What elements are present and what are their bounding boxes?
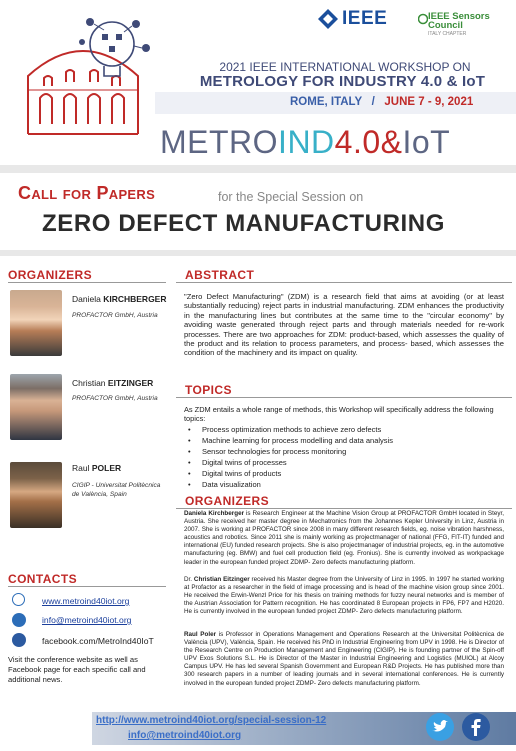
visit-note: Visit the conference website as well as Facebook page for each specific call and additional news. bbox=[8, 655, 146, 684]
special-session-subtitle: for the Special Session on bbox=[218, 190, 364, 204]
sensors-council-logo: IEEE Sensors Council ITALY CHAPTER bbox=[428, 11, 490, 37]
list-item: • Digital twins of products bbox=[188, 468, 393, 479]
divider-band bbox=[0, 165, 516, 173]
section-divider bbox=[176, 282, 512, 283]
footer-session-link[interactable]: http://www.metroind40iot.org/special-session-12 bbox=[96, 715, 327, 726]
ieee-diamond-icon bbox=[318, 9, 338, 29]
ieee-logo: IEEE bbox=[342, 8, 388, 29]
topics-list bbox=[188, 424, 393, 490]
list-item: • Sensor technologies for process monitoring bbox=[188, 446, 393, 457]
topics-heading: TOPICS bbox=[185, 383, 232, 397]
organizer-photo-poler bbox=[10, 462, 62, 528]
conference-line-2: METROLOGY FOR INDUSTRY 4.0 & IoT bbox=[199, 73, 486, 90]
footer-email-link[interactable]: info@metroind40iot.org bbox=[128, 730, 242, 741]
facebook-icon bbox=[12, 633, 26, 647]
colosseum-lightbulb-art bbox=[8, 6, 158, 151]
twitter-icon[interactable] bbox=[426, 713, 454, 741]
list-item: • Process optimization methods to achieve zero defects bbox=[188, 424, 393, 435]
abstract-heading: ABSTRACT bbox=[185, 268, 255, 282]
bio-kirchberger: Daniela Kirchberger is Research Engineer at the Machine Vision Group at PROFACTOR GmbH located in Steyr, Austria. She received her master degree in Mechatronics from the Johannes Kepler University in Linz, Austria in 2007. She is working at PROFACTOR since 2008 in many different research fields, eg. noise vibration harshness, acoustics and robotics. Since 2011 she is mainly working as projectmanager of national (FFG, FIT-IT) funded and international (EU) funded research projects. She is also projectmanager of industrial projects, eg. in the automotive manufacturing (eg. BMW) and fuel cell production field (eg. Fronius). She is currently involved as workpackage leader in the european funded project ZDMP- Zero defects manufacturing platform. bbox=[184, 510, 504, 566]
facebook-footer-icon[interactable] bbox=[462, 713, 490, 741]
divider-band-2 bbox=[0, 250, 516, 256]
call-for-papers-title: CALL FOR PAPERS bbox=[18, 183, 156, 203]
contacts-heading: CONTACTS bbox=[8, 572, 77, 586]
organizer-name: Christian EITZINGER bbox=[72, 378, 154, 388]
session-title: ZERO DEFECT MANUFACTURING bbox=[42, 210, 445, 237]
abstract-body: "Zero Defect Manufacturing" (ZDM) is a research field that aims at avoiding (or at least substantially reducing) reject parts in industrial manufacturing. ZDM enhances the productivity in the manufacturing lines but contributes at the same time to the "circular economy" by avoiding waste generated through reject parts and through materials needed for re-work processes. There are two approaches for ZDM: product-based, which assesses the quality of the product and its relation to process parameters, and process- based, which assesses the condition of the machinery and its impact on quality. bbox=[184, 292, 504, 358]
email-link[interactable]: info@metroind40iot.org bbox=[42, 615, 132, 625]
topics-intro: As ZDM entails a whole range of methods, this Workshop will specifically address the following topics: bbox=[184, 405, 494, 424]
list-item: • Data visualization bbox=[188, 479, 393, 490]
bio-poler: Raul Poler is Professor in Operations Management and Operations Research at the Universitat Politècnica de València (UPV), València, Spain. He received his PhD in Industrial Engineering from UPV in 1998. He is Director of the Research Centre on Production Management and Engineering (CIGIP). He is founding partner of the Spin-off UPV Exos Solutions S.L. He is Director of the Master in Industrial Engineering and Logistics (MUIOL) at Alcoy Campus UPV. He has led several Spanish Government and European R&D Projects. He has published more than 300 research papers in a number of leading journals and in several international conferences. He is currently involved in the european funded project ZDMP- Zero defects manufacturing platform. bbox=[184, 631, 504, 687]
section-divider bbox=[176, 508, 512, 509]
sensors-council-icon bbox=[418, 13, 428, 25]
organizer-affiliation: CIGIP - Universitat Politècnica de València, Spain bbox=[72, 482, 161, 498]
website-link[interactable]: www.metroind40iot.org bbox=[42, 596, 130, 606]
conference-line-1: 2021 IEEE INTERNATIONAL WORKSHOP ON bbox=[219, 60, 471, 74]
organizer-affiliation: PROFACTOR GmbH, Austria bbox=[72, 312, 158, 319]
bio-eitzinger: Dr. Christian Eitzinger received his Master degree from the University of Linz in 1995. In 1997 he started working at Profactor as a researcher in the field of image processing and is head of the machine vision group since 2001. He received the Erwin-Wenzl Price for his thesis on training methods for fuzzy neural networks and is member of the Austrian Association for Pattern recognition. He has coordinated 8 European projects in FP6, FP7 and H2020. He is currently involved in the european funded project ZDMP- Zero defects manufacturing platform. bbox=[184, 576, 505, 616]
organizer-photo-kirchberger bbox=[10, 290, 62, 356]
section-divider bbox=[8, 586, 166, 587]
globe-icon bbox=[12, 593, 25, 606]
organizers-bio-heading: ORGANIZERS bbox=[185, 494, 270, 508]
location-date: ROME, ITALY / JUNE 7 - 9, 2021 bbox=[290, 96, 474, 108]
organizer-photo-eitzinger bbox=[10, 374, 62, 440]
section-divider bbox=[176, 397, 512, 398]
section-divider bbox=[8, 282, 166, 283]
organizer-name: Daniela KIRCHBERGER bbox=[72, 294, 167, 304]
organizer-affiliation: PROFACTOR GmbH, Austria bbox=[72, 395, 158, 402]
list-item: • Digital twins of processes bbox=[188, 457, 393, 468]
metroind-wordmark: METROIND4.0&IoT bbox=[160, 124, 451, 160]
list-item: • Machine learning for process modelling and data analysis bbox=[188, 435, 393, 446]
facebook-link[interactable]: facebook.com/MetroInd40IoT bbox=[42, 636, 154, 646]
email-icon bbox=[12, 613, 26, 627]
organizers-heading: ORGANIZERS bbox=[8, 268, 93, 282]
organizer-name: Raul POLER bbox=[72, 463, 122, 473]
